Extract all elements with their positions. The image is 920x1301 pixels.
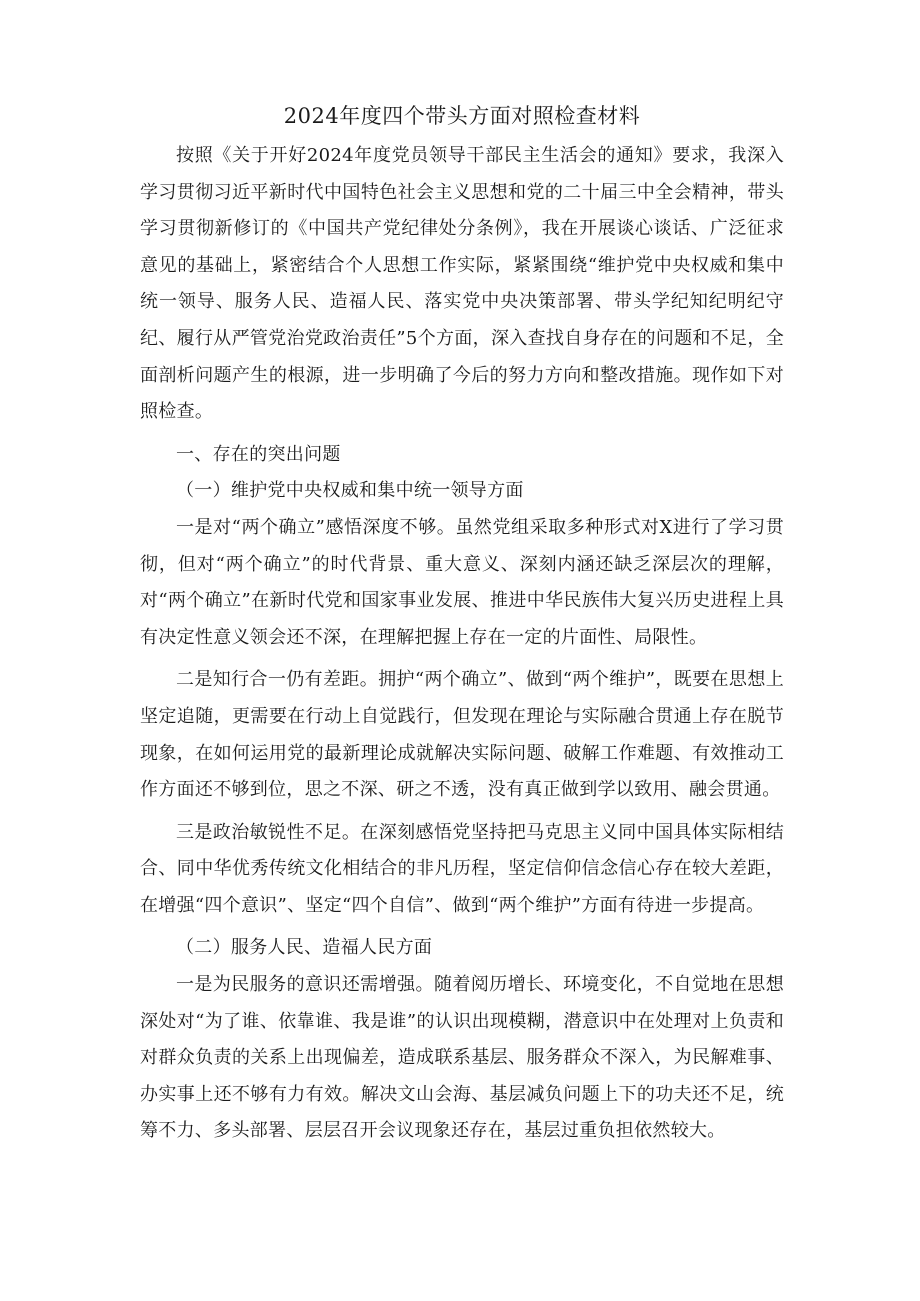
document-page bbox=[140, 100, 784, 1150]
section-heading-1: 一、存在的突出问题 bbox=[176, 443, 341, 465]
subsection-heading-1: （一）维护党中央权威和集中统一领导方面 bbox=[176, 480, 524, 502]
intro-paragraph: 按照《关于开好2024年度党员领导干部民主生活会的通知》要求，我深入学习贯彻习近平新时代中国特色社会主义思想和党的二十届三中全会精神，带头学习贯彻新修订的《中国共产党纪律处分条例》，我在开展谈心谈话、广泛征求意见的基础上，紧密结合个人思想工作实际，紧紧围绕“维护党中央权威和集中统一领导、服务人民、造福人民、落实党中央决策部署、带头学纪知纪明纪守纪、履行从严管党治党政治责任”5个方面，深入查找自身存在的问题和不足，全面剖析问题产生的根源，进一步明确了今后的努力方向和整改措施。现作如下对照检查。 bbox=[140, 145, 784, 423]
subsection-heading-2: （二）服务人民、造福人民方面 bbox=[176, 937, 433, 959]
subsection-1-paragraph-2: 二是知行合一仍有差距。拥护“两个确立”、做到“两个维护”，既要在思想上坚定追随，更需要在行动上自觉践行，但发现在理论与实际融合贯通上存在脱节现象，在如何运用党的最新理论成就解决实际问题、破解工作难题、有效推动工作方面还不够到位，思之不深、研之不透，没有真正做到学以致用、融会贯通。 bbox=[140, 669, 784, 801]
subsection-2-paragraph-1: 一是为民服务的意识还需增强。随着阅历增长、环境变化，不自觉地在思想深处对“为了谁、依靠谁、我是谁”的认识出现模糊，潜意识中在处理对上负责和对群众负责的关系上出现偏差，造成联系基层、服务群众不深入，为民解难事、办实事上还不够有力有效。解决文山会海、基层减负问题上下的功夫还不足，统筹不力、多头部署、层层召开会议现象还存在，基层过重负担依然较大。 bbox=[140, 974, 784, 1142]
document-title: 2024年度四个带头方面对照检查材料 bbox=[283, 104, 641, 128]
subsection-1-paragraph-1: 一是对“两个确立”感悟深度不够。虽然党组采取多种形式对X进行了学习贯彻，但对“两个确立”的时代背景、重大意义、深刻内涵还缺乏深层次的理解，对“两个确立”在新时代党和国家事业发展、推进中华民族伟大复兴历史进程上具有决定性意义领会还不深，在理解把握上存在一定的片面性、局限性。 bbox=[140, 516, 784, 648]
subsection-1-paragraph-3: 三是政治敏锐性不足。在深刻感悟党坚持把马克思主义同中国具体实际相结合、同中华优秀传统文化相结合的非凡历程，坚定信仰信念信心存在较大差距，在增强“四个意识”、坚定“四个自信”、做到“两个维护”方面有待进一步提高。 bbox=[140, 821, 784, 916]
